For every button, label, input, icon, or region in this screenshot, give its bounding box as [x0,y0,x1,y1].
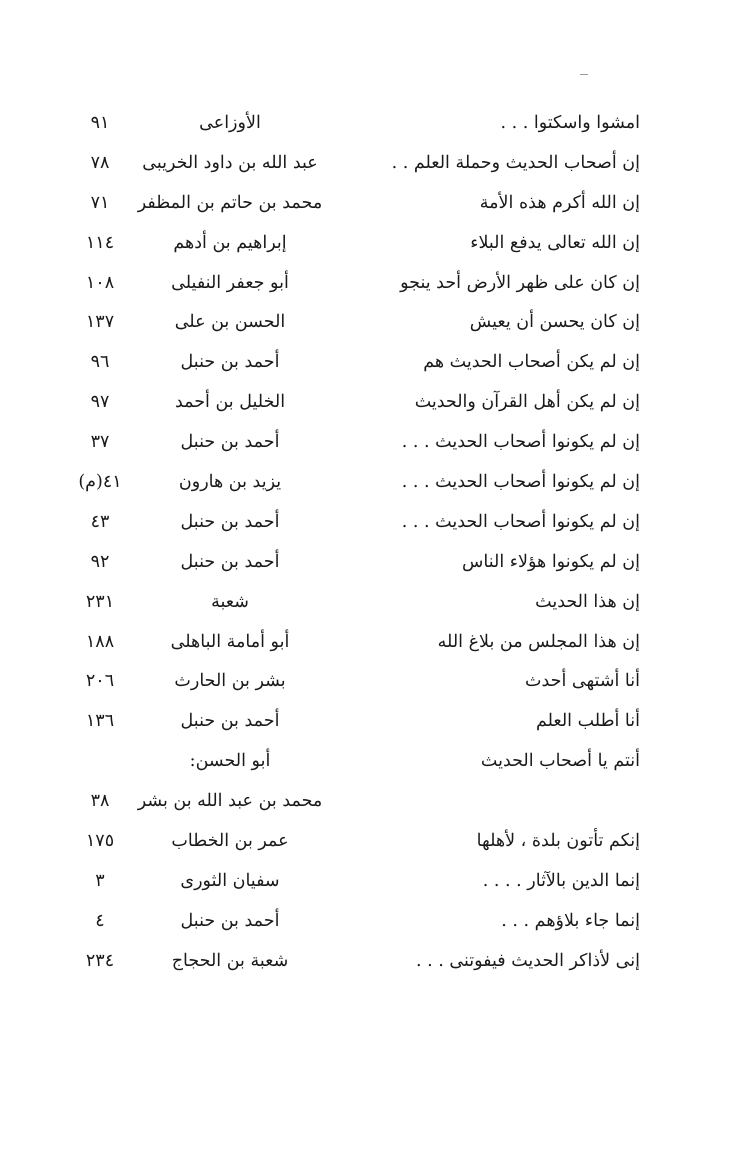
narrator-name: أبو الحسن: [189,751,271,772]
page-number: ٤ [95,910,105,931]
narrator-name: شعبة بن الحجاج [171,950,289,971]
saying-text: إن كان يحسن أن يعيش [469,312,640,333]
page-number: ١٠٨ [85,272,115,293]
saying-text: إن لم يكن أهل القرآن والحديث [414,392,640,413]
page-number: ٩٢ [90,551,110,572]
saying-text: إن هذا الحديث [535,591,640,612]
page-number: ٣ [95,870,105,891]
index-row [60,782,640,822]
page-number: ٢٣١ [85,591,115,612]
index-row [60,583,640,623]
saying-text: أنا أشتهى أحدث [525,671,640,692]
index-row [60,662,640,702]
saying-text: امشوا واسكتوا . . . [500,113,640,133]
index-row [60,383,640,423]
narrator-name: إبراهيم بن أدهم [173,232,287,253]
page-number: ٢٣٤ [85,950,115,971]
index-row [60,104,640,144]
page-number: ١٣٧ [85,312,115,333]
narrator-name: أبو أمامة الباهلى [170,631,290,652]
index-row [60,503,640,543]
narrator-name: محمد بن عبد الله بن بشر [137,791,323,812]
index-row [60,623,640,663]
saying-text: إن هذا المجلس من بلاغ الله [437,631,640,652]
page-number: ٧٨ [90,152,110,173]
index-row [60,224,640,264]
saying-text: أنا أطلب العلم [535,711,640,732]
saying-text: إن لم يكن أصحاب الحديث هم [423,352,640,373]
page-number: ١٧٥ [85,831,115,852]
page-number: ٧١ [90,192,110,213]
narrator-name: أحمد بن حنبل [180,352,280,373]
saying-text: إن لم يكونوا هؤلاء الناس [462,551,640,572]
index-row [60,463,640,503]
index-row [60,184,640,224]
narrator-name: أحمد بن حنبل [180,432,280,453]
saying-text: إن كان على ظهر الأرض أحد ينجو [400,272,640,293]
page-number: ٣٧ [90,432,110,453]
index-row [60,144,640,184]
index-row [60,543,640,583]
saying-text: إن الله أكرم هذه الأمة [479,192,640,213]
page-number: ٩٧ [90,392,110,413]
narrator-name: الحسن بن على [174,312,286,333]
saying-text: إنى لأذاكر الحديث فيفوتنى . . . [415,950,640,971]
page-number: ٩١ [90,113,110,133]
index-row [60,423,640,463]
page-number: ٩٦ [90,352,110,373]
saying-text: إن لم يكونوا أصحاب الحديث . . . [401,432,640,453]
narrator-name: أبو جعفر النفيلى [171,272,289,293]
narrator-name: محمد بن حاتم بن المظفر [137,192,323,213]
saying-text: إن لم يكونوا أصحاب الحديث . . . [401,511,640,532]
narrator-name: سفيان الثورى [180,870,280,891]
narrator-name: الخليل بن أحمد [174,392,286,413]
narrator-name: عمر بن الخطاب [171,831,289,852]
index-row [60,343,640,383]
saying-text: إنكم تأتون بلدة ، لأهلها [476,831,640,852]
narrator-name: أحمد بن حنبل [180,910,280,931]
index-row [60,742,640,782]
index-row [60,702,640,742]
page-mark [580,74,588,75]
index-row [60,942,640,982]
saying-text: إنما الدين بالآثار . . . . [482,870,640,891]
index-row [60,264,640,304]
page-number: ٤٣ [90,511,110,532]
saying-text: إن الله تعالى يدفع البلاء [470,232,640,253]
narrator-name: بشر بن الحارث [174,671,286,692]
page-number: ١١٤ [85,232,115,253]
narrator-name: شعبة [211,591,249,612]
page-number: ٣٨ [90,791,110,812]
index-row [60,902,640,942]
narrator-name: الأوزاعى [199,113,261,133]
saying-text: أنتم يا أصحاب الحديث [480,751,640,772]
narrator-name: عبد الله بن داود الخريبى [142,152,318,173]
page-number: ٤١(م) [78,472,122,493]
saying-text: إنما جاء بلاؤهم . . . [501,910,640,931]
narrator-name: أحمد بن حنبل [180,711,280,732]
sayings-index [60,104,640,982]
narrator-name: أحمد بن حنبل [180,551,280,572]
narrator-name: يزيد بن هارون [178,472,282,493]
saying-text: إن لم يكونوا أصحاب الحديث . . . [401,472,640,493]
page-number: ١٨٨ [85,631,115,652]
index-row [60,862,640,902]
index-row [60,303,640,343]
index-row [60,822,640,862]
narrator-name: أحمد بن حنبل [180,511,280,532]
page-number: ٢٠٦ [85,671,115,692]
page-number: ١٣٦ [85,711,115,732]
saying-text: إن أصحاب الحديث وحملة العلم . . [391,152,640,173]
